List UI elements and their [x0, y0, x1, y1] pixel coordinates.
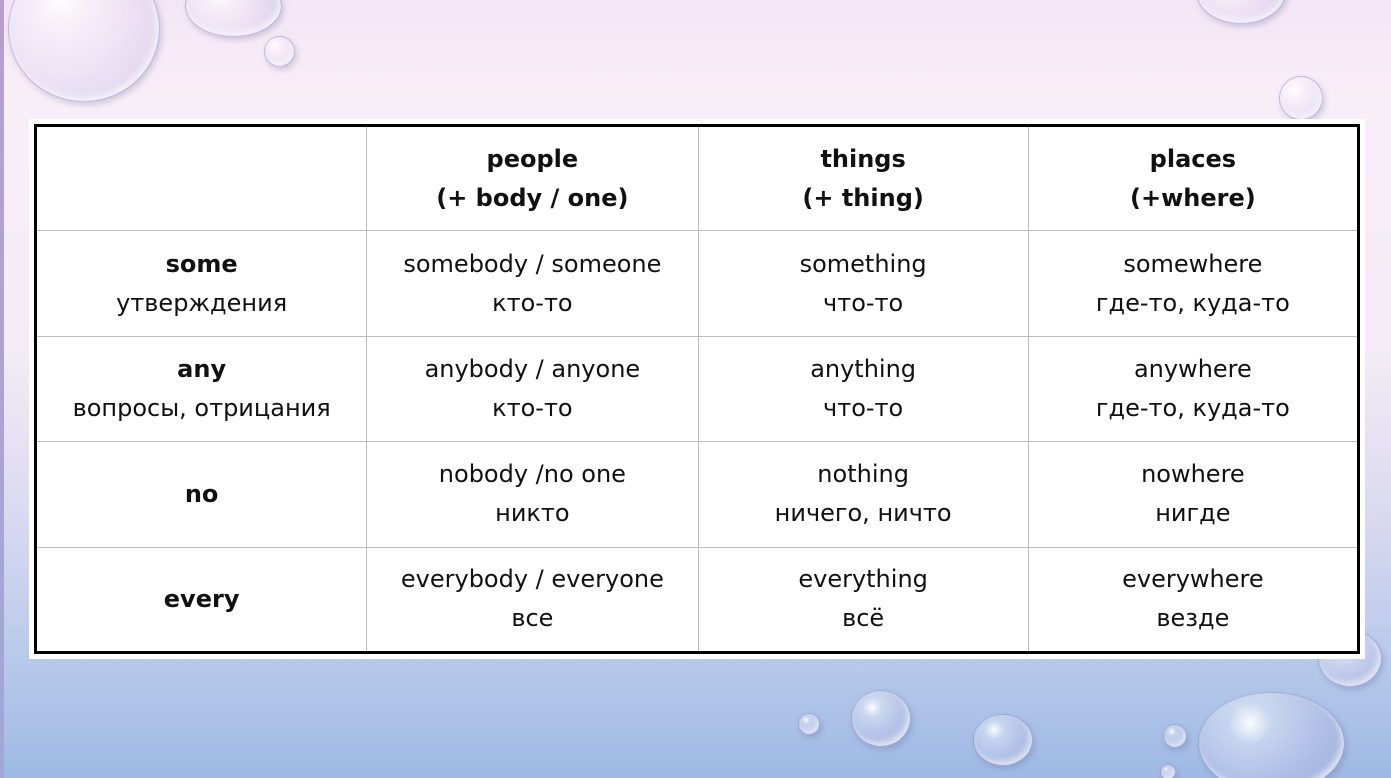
row-label: no	[184, 479, 219, 508]
header-title: things	[820, 144, 906, 173]
table-row-every	[36, 547, 1359, 652]
water-drop-decoration	[264, 36, 295, 67]
english-term: everything	[798, 565, 928, 594]
header-cell-places	[1028, 126, 1358, 231]
water-drop-decoration	[973, 714, 1033, 766]
row-label: some	[165, 249, 238, 278]
table-cell	[698, 547, 1028, 652]
russian-translation: кто-то	[492, 393, 573, 422]
header-cell-things	[698, 126, 1028, 231]
header-corner-cell	[36, 126, 367, 231]
table-cell	[698, 442, 1028, 547]
water-drop-decoration	[1196, 0, 1286, 24]
table-cell	[1028, 231, 1358, 336]
row-label-cell	[36, 231, 367, 336]
russian-translation: где-то, куда-то	[1095, 288, 1290, 317]
table-cell	[1028, 547, 1358, 652]
row-label-cell	[36, 442, 367, 547]
water-drop-decoration	[798, 713, 820, 735]
table-cell	[1028, 336, 1358, 441]
table-cell	[698, 231, 1028, 336]
water-drop-decoration	[1279, 76, 1323, 120]
english-term: anywhere	[1133, 354, 1252, 383]
english-term: everybody / everyone	[400, 565, 664, 594]
table-row-some	[36, 231, 1359, 336]
russian-translation: где-то, куда-то	[1095, 393, 1290, 422]
row-label-note: вопросы, отрицания	[72, 393, 331, 422]
water-drop-decoration	[1160, 764, 1176, 778]
english-term: somebody / someone	[403, 249, 662, 278]
english-term: nobody /no one	[438, 460, 626, 489]
table-cell	[367, 336, 698, 441]
english-term: anybody / anyone	[424, 354, 641, 383]
header-title: places	[1149, 144, 1237, 173]
water-drop-decoration	[8, 0, 160, 102]
russian-translation: нигде	[1155, 499, 1231, 528]
table-cell	[698, 336, 1028, 441]
russian-translation: везде	[1156, 604, 1230, 633]
table-row-any	[36, 336, 1359, 441]
table-row-no	[36, 442, 1359, 547]
header-subtitle: (+ thing)	[802, 183, 924, 212]
english-term: anything	[810, 354, 917, 383]
water-drop-decoration	[185, 0, 282, 37]
table-header-row	[36, 126, 1359, 231]
water-drop-decoration	[1163, 724, 1187, 748]
russian-translation: все	[511, 604, 554, 633]
russian-translation: что-то	[823, 288, 904, 317]
table-cell	[367, 442, 698, 547]
russian-translation: всё	[842, 604, 885, 633]
row-label-cell	[36, 336, 367, 441]
english-term: somewhere	[1123, 249, 1263, 278]
table-cell	[367, 547, 698, 652]
row-label: any	[177, 354, 227, 383]
russian-translation: ничего, ничто	[774, 499, 952, 528]
row-label: every	[163, 584, 240, 613]
russian-translation: кто-то	[492, 288, 573, 317]
header-cell-people	[367, 126, 698, 231]
header-subtitle: (+ body / one)	[436, 183, 629, 212]
row-label-note: утверждения	[116, 288, 288, 317]
table-cell	[367, 231, 698, 336]
english-term: everywhere	[1122, 565, 1264, 594]
english-term: something	[799, 249, 927, 278]
water-drop-decoration	[1198, 692, 1345, 778]
header-subtitle: (+where)	[1130, 183, 1256, 212]
slide-left-edge	[0, 0, 4, 778]
english-term: nowhere	[1141, 460, 1245, 489]
row-label-cell	[36, 547, 367, 652]
header-title: people	[486, 144, 579, 173]
table-cell	[1028, 442, 1358, 547]
russian-translation: что-то	[823, 393, 904, 422]
russian-translation: никто	[495, 499, 570, 528]
water-drop-decoration	[851, 690, 911, 747]
pronoun-table	[34, 124, 1360, 654]
english-term: nothing	[817, 460, 909, 489]
